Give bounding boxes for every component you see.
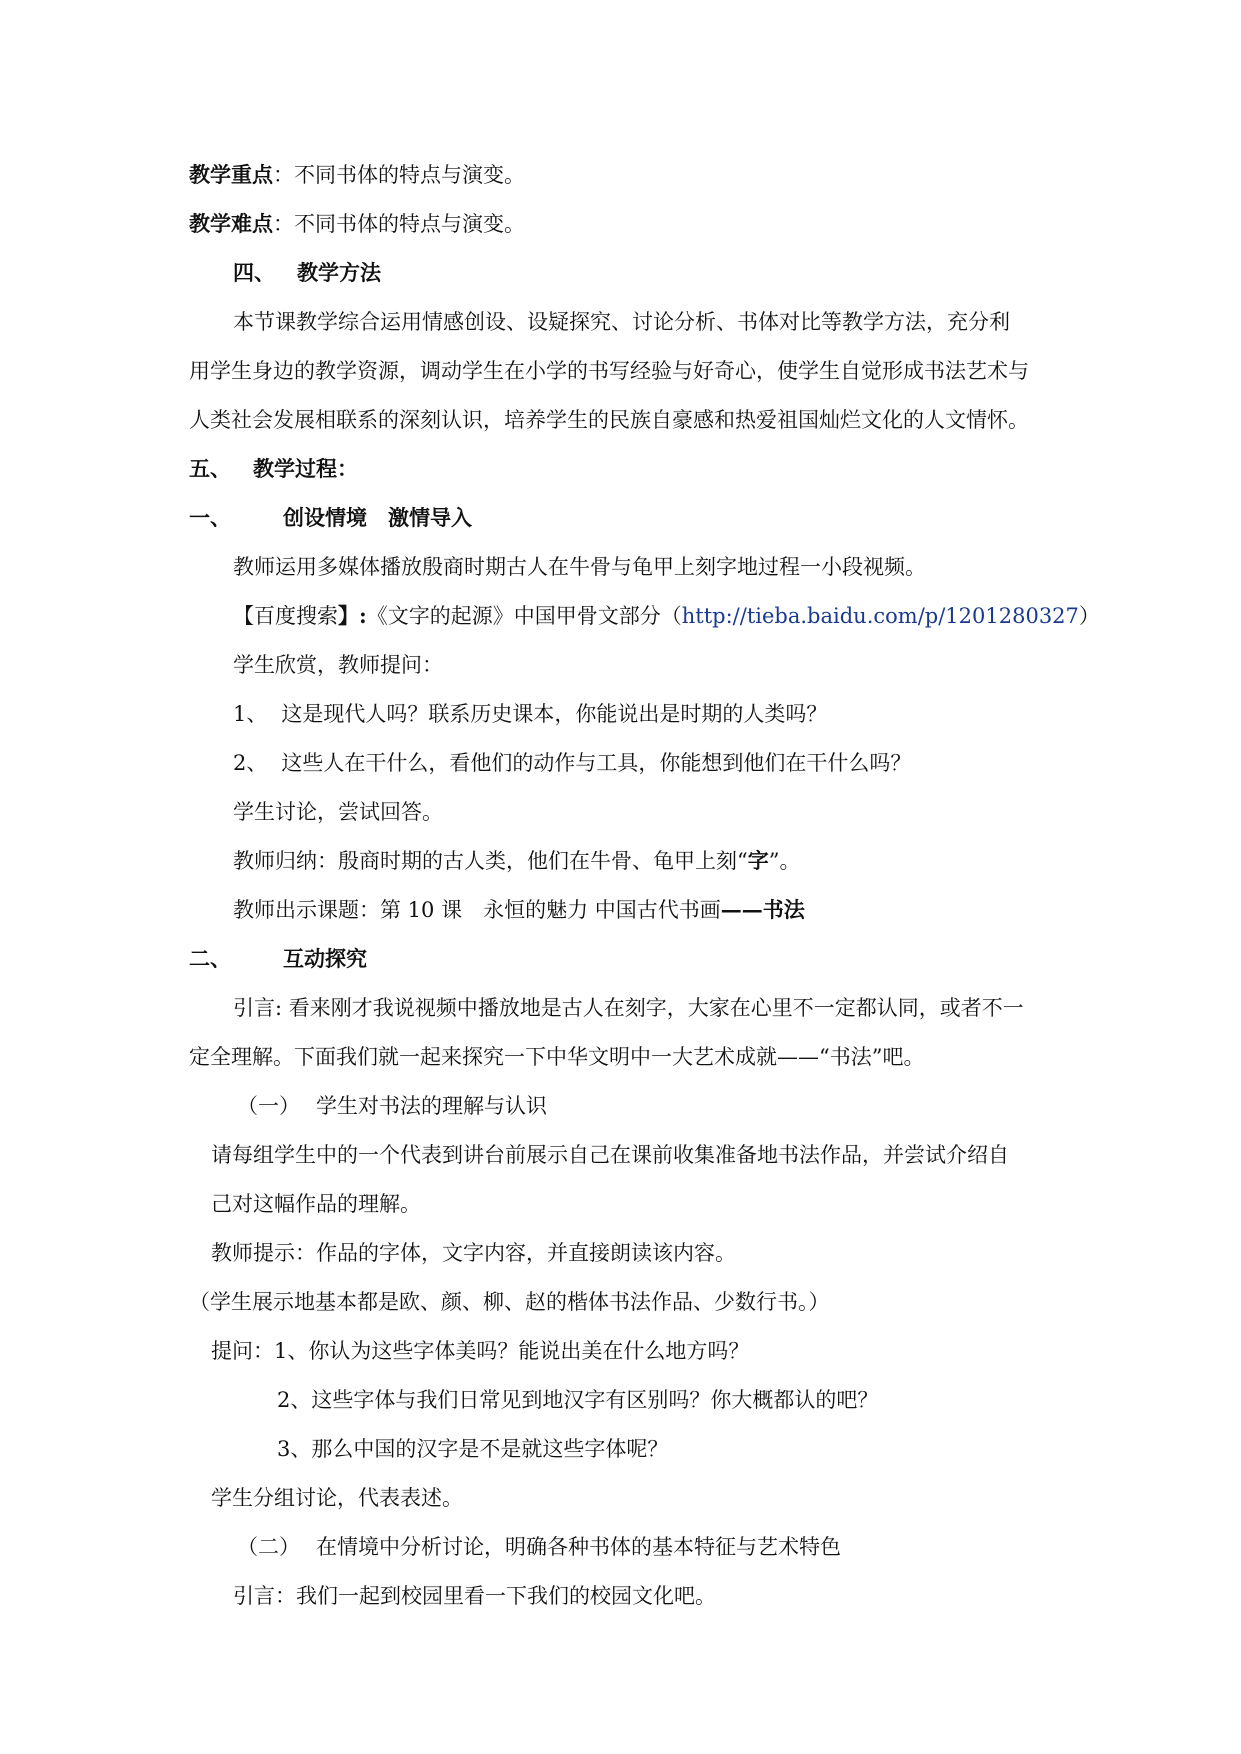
question-1-number: 1、 <box>233 702 268 726</box>
method-paragraph-line-2: 用学生身边的教学资源，调动学生在小学的书写经验与好奇心，使学生自觉形成书法艺术与 <box>189 359 1029 383</box>
section-4-heading <box>233 259 381 287</box>
group-discussion: 学生分组讨论，代表表述。 <box>211 1486 463 1510</box>
teacher-hint: 教师提示：作品的字体，文字内容，并直接朗读该内容。 <box>211 1241 736 1265</box>
section-5-title: 教学过程： <box>253 456 358 481</box>
ask-line-1: 请每组学生中的一个代表到讲台前展示自己在课前收集准备地书法作品，并尝试介绍自 <box>211 1143 1009 1167</box>
followup-question-2: 2、这些字体与我们日常见到地汉字有区别吗？你大概都认的吧？ <box>277 1388 879 1412</box>
appreciate-line: 学生欣赏，教师提问： <box>233 653 443 677</box>
search-url-link[interactable]: http://tieba.baidu.com/p/1201280327 <box>681 604 1079 628</box>
method-paragraph-line-1: 本节课教学综合运用情感创设、设疑探究、讨论分析、书体对比等教学方法，充分利 <box>233 310 1010 334</box>
part-1-heading <box>189 504 472 532</box>
intro-line-3: 引言：我们一起到校园里看一下我们的校园文化吧。 <box>233 1584 716 1608</box>
key-point-text: ：不同书体的特点与演变。 <box>273 163 525 187</box>
search-description: 《文字的起源》中国甲骨文部分（ <box>366 604 682 628</box>
question-2 <box>233 749 911 777</box>
summary-end: ”。 <box>768 849 801 873</box>
key-point-line <box>189 161 525 189</box>
part-2-number: 二、 <box>189 946 231 971</box>
section-4-number: 四、 <box>233 260 275 285</box>
intro-line-1: 引言: 看来刚才我说视频中播放地是古人在刻字，大家在心里不一定都认同，或者不一 <box>233 996 1024 1020</box>
discuss-line: 学生讨论，尝试回答。 <box>233 800 443 824</box>
difficult-point-label: 教学难点 <box>189 211 273 236</box>
subsection-2-number: （二） <box>237 1535 300 1559</box>
summary-text: 教师归纳：殷商时期的古人类，他们在牛骨、龟甲上刻“ <box>233 849 748 873</box>
difficult-point-text: ：不同书体的特点与演变。 <box>273 212 525 236</box>
video-paragraph: 教师运用多媒体播放殷商时期古人在牛骨与龟甲上刻字地过程一小段视频。 <box>233 555 926 579</box>
baidu-search-reference <box>233 602 1100 630</box>
section-5-heading <box>189 455 358 483</box>
key-point-label: 教学重点 <box>189 162 273 187</box>
subsection-1-number: （一） <box>237 1094 300 1118</box>
subsection-2-heading <box>237 1533 841 1561</box>
question-1 <box>233 700 827 728</box>
intro-line-2: 定全理解。下面我们就一起来探究一下中华文明中一大艺术成就——“书法”吧。 <box>189 1045 925 1069</box>
question-1-text: 这是现代人吗？联系历史课本，你能说出是时期的人类吗？ <box>281 702 828 726</box>
lesson-topic <box>233 896 805 924</box>
topic-bold: ——书法 <box>720 897 805 922</box>
topic-text: 教师出示课题：第 10 课 永恒的魅力 中国古代书画 <box>233 898 721 922</box>
part-2-title: 互动探究 <box>283 946 367 971</box>
part-2-heading <box>189 945 367 973</box>
search-close-bracket: 】: <box>338 603 367 628</box>
difficult-point-line <box>189 210 525 238</box>
summary-bold-char: 字 <box>747 848 769 873</box>
section-4-title: 教学方法 <box>297 260 381 285</box>
part-1-title: 创设情境 激情导入 <box>283 505 472 530</box>
search-open-bracket: 【百度搜索 <box>233 604 338 628</box>
ask-line-2: 己对这幅作品的理解。 <box>211 1192 421 1216</box>
method-paragraph-line-3: 人类社会发展相联系的深刻认识，培养学生的民族自豪感和热爱祖国灿烂文化的人文情怀。 <box>189 408 1029 432</box>
teacher-summary <box>233 847 800 875</box>
question-2-text: 这些人在干什么，看他们的动作与工具，你能想到他们在干什么吗？ <box>281 751 912 775</box>
subsection-2-title: 在情境中分析讨论，明确各种书体的基本特征与艺术特色 <box>316 1535 841 1559</box>
subsection-1-title: 学生对书法的理解与认识 <box>316 1094 547 1118</box>
student-note: （学生展示地基本都是欧、颜、柳、赵的楷体书法作品、少数行书。） <box>189 1290 830 1314</box>
followup-question-1: 提问：1、你认为这些字体美吗？能说出美在什么地方吗？ <box>211 1339 750 1363</box>
part-1-number: 一、 <box>189 505 231 530</box>
followup-question-3: 3、那么中国的汉字是不是就这些字体呢？ <box>277 1437 669 1461</box>
section-5-number: 五、 <box>189 456 231 481</box>
question-2-number: 2、 <box>233 751 268 775</box>
subsection-1-heading <box>237 1092 547 1120</box>
search-end-bracket: ） <box>1078 604 1100 628</box>
